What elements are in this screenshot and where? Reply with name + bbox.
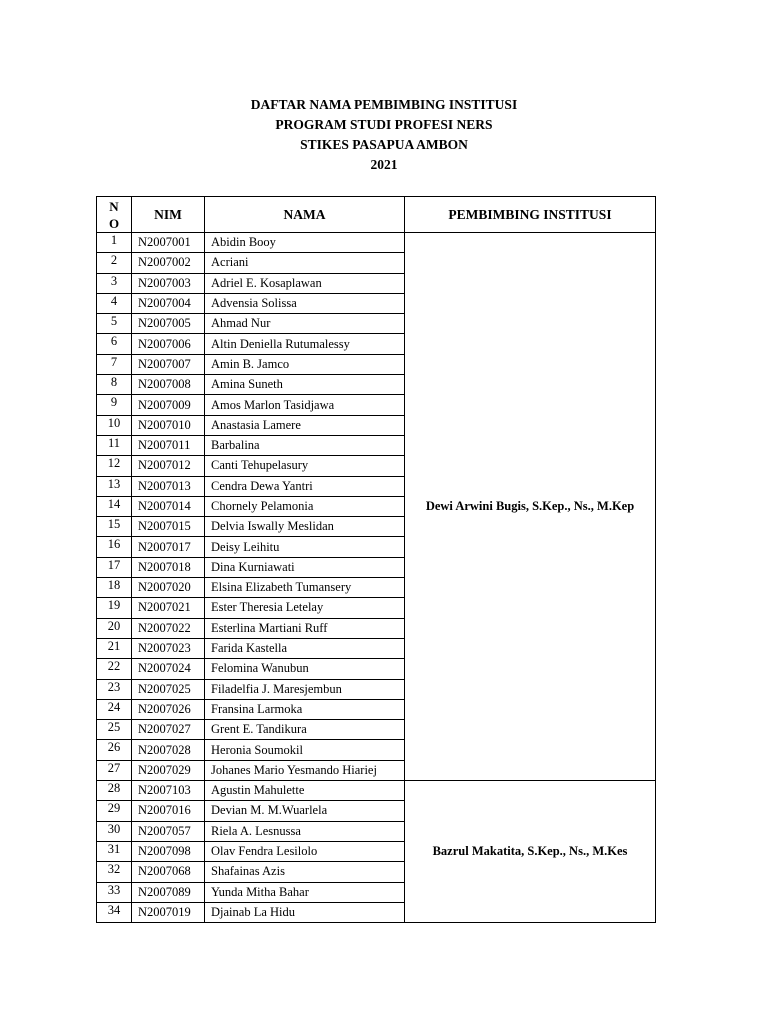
row-nim: N2007004 [132,293,205,313]
row-nim: N2007009 [132,395,205,415]
title-line-1: DAFTAR NAMA PEMBIMBING INSTITUSI [250,97,518,112]
row-no: 17 [97,557,132,577]
row-nim: N2007014 [132,496,205,516]
pembimbing-table [96,196,656,923]
row-nim: N2007098 [132,841,205,861]
row-nama: Amin B. Jamco [205,354,405,374]
row-nama: Devian M. M.Wuarlela [205,801,405,821]
row-nama: Djainab La Hidu [205,902,405,922]
row-no: 5 [97,314,132,334]
row-nim: N2007024 [132,659,205,679]
row-nama: Johanes Mario Yesmando Hiariej [205,760,405,780]
header-nim: NIM [132,197,205,233]
row-nim: N2007012 [132,456,205,476]
row-no: 7 [97,354,132,374]
row-nim: N2007023 [132,638,205,658]
row-nim: N2007010 [132,415,205,435]
row-nim: N2007103 [132,781,205,801]
row-no: 14 [97,496,132,516]
row-no: 31 [97,841,132,861]
row-nama: Heronia Soumokil [205,740,405,760]
row-nama: Canti Tehupelasury [205,456,405,476]
row-nama: Shafainas Azis [205,862,405,882]
row-no: 32 [97,862,132,882]
table-body [97,233,656,923]
row-no: 11 [97,435,132,455]
row-nama: Ester Theresia Letelay [205,598,405,618]
row-nim: N2007021 [132,598,205,618]
row-nama: Fransina Larmoka [205,699,405,719]
row-no: 29 [97,801,132,821]
row-no: 26 [97,740,132,760]
row-nim: N2007057 [132,821,205,841]
row-nim: N2007089 [132,882,205,902]
title-line-2: PROGRAM STUDI PROFESI NERS [275,117,493,132]
pembimbing-cell: Bazrul Makatita, S.Kep., Ns., M.Kes [405,781,656,923]
row-nim: N2007013 [132,476,205,496]
row-nim: N2007007 [132,354,205,374]
table-header-row [97,197,656,233]
row-no: 2 [97,253,132,273]
row-no: 21 [97,638,132,658]
row-no: 13 [97,476,132,496]
row-no: 24 [97,699,132,719]
row-no: 15 [97,517,132,537]
header-nama: NAMA [205,197,405,233]
row-nama: Abidin Booy [205,233,405,253]
row-nama: Agustin Mahulette [205,781,405,801]
row-no: 3 [97,273,132,293]
row-nim: N2007018 [132,557,205,577]
row-nama: Dina Kurniawati [205,557,405,577]
row-nama: Olav Fendra Lesilolo [205,841,405,861]
row-nama: Altin Deniella Rutumalessy [205,334,405,354]
row-nim: N2007025 [132,679,205,699]
row-nama: Anastasia Lamere [205,415,405,435]
row-no: 6 [97,334,132,354]
row-nama: Acriani [205,253,405,273]
row-no: 10 [97,415,132,435]
row-nama: Barbalina [205,435,405,455]
row-nim: N2007017 [132,537,205,557]
pembimbing-cell: Dewi Arwini Bugis, S.Kep., Ns., M.Kep [405,233,656,781]
row-nama: Deisy Leihitu [205,537,405,557]
row-nim: N2007006 [132,334,205,354]
header-no-bottom: O [108,215,120,231]
row-nim: N2007001 [132,233,205,253]
row-nama: Cendra Dewa Yantri [205,476,405,496]
row-nim: N2007005 [132,314,205,334]
row-no: 9 [97,395,132,415]
row-nama: Advensia Solissa [205,293,405,313]
row-no: 12 [97,456,132,476]
row-nim: N2007002 [132,253,205,273]
row-nama: Felomina Wanubun [205,659,405,679]
row-nama: Amina Suneth [205,375,405,395]
title-line-4: 2021 [370,157,398,172]
row-no: 18 [97,578,132,598]
row-no: 25 [97,720,132,740]
header-pembimbing: PEMBIMBING INSTITUSI [405,197,656,233]
row-no: 27 [97,760,132,780]
row-nim: N2007008 [132,375,205,395]
document-title [0,95,768,175]
row-no: 34 [97,902,132,922]
row-no: 4 [97,293,132,313]
row-nim: N2007011 [132,435,205,455]
row-no: 28 [97,781,132,801]
title-line-3: STIKES PASAPUA AMBON [300,137,468,152]
row-nama: Esterlina Martiani Ruff [205,618,405,638]
row-no: 30 [97,821,132,841]
row-nim: N2007028 [132,740,205,760]
table-row [97,781,656,801]
row-nama: Riela A. Lesnussa [205,821,405,841]
row-nama: Elsina Elizabeth Tumansery [205,578,405,598]
row-nim: N2007019 [132,902,205,922]
row-no: 23 [97,679,132,699]
table-row [97,233,656,253]
row-no: 20 [97,618,132,638]
row-nim: N2007029 [132,760,205,780]
row-nama: Farida Kastella [205,638,405,658]
row-nim: N2007003 [132,273,205,293]
row-nama: Delvia Iswally Meslidan [205,517,405,537]
row-nim: N2007026 [132,699,205,719]
row-no: 1 [97,233,132,253]
row-nama: Chornely Pelamonia [205,496,405,516]
row-no: 16 [97,537,132,557]
row-nim: N2007020 [132,578,205,598]
row-no: 8 [97,375,132,395]
row-nama: Filadelfia J. Maresjembun [205,679,405,699]
row-nama: Grent E. Tandikura [205,720,405,740]
row-no: 22 [97,659,132,679]
row-no: 19 [97,598,132,618]
row-nim: N2007015 [132,517,205,537]
header-no-top: N [109,198,119,214]
row-nim: N2007027 [132,720,205,740]
row-no: 33 [97,882,132,902]
header-no [97,197,132,233]
row-nim: N2007068 [132,862,205,882]
row-nama: Ahmad Nur [205,314,405,334]
row-nama: Amos Marlon Tasidjawa [205,395,405,415]
row-nama: Yunda Mitha Bahar [205,882,405,902]
row-nim: N2007022 [132,618,205,638]
row-nama: Adriel E. Kosaplawan [205,273,405,293]
row-nim: N2007016 [132,801,205,821]
